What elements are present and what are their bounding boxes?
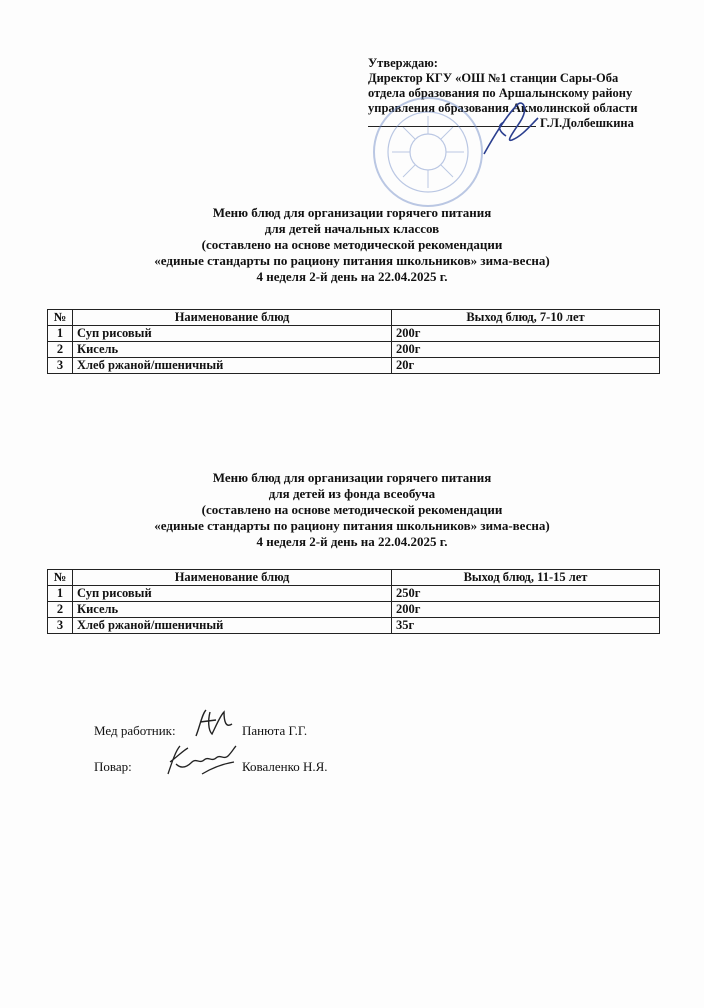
menu2-title-line: «единые стандарты по рациону питания школьников» зима-весна) <box>154 518 550 533</box>
column-header-dish: Наименование блюд <box>73 310 392 326</box>
table-row <box>48 358 660 374</box>
table-header-row <box>48 570 660 586</box>
menu1-title-line: (составлено на основе методической рекомендации <box>201 237 503 252</box>
table-row <box>48 586 660 602</box>
menu1-title-line: «единые стандарты по рациону питания школьников» зима-весна) <box>154 253 550 268</box>
medic-role-label: Мед работник: <box>94 723 176 738</box>
menu2-heading <box>0 470 704 550</box>
column-header-number: № <box>48 310 73 326</box>
portion-size: 200г <box>392 342 660 358</box>
menu1-heading <box>0 205 704 285</box>
row-number: 3 <box>48 358 73 374</box>
approval-position: Директор КГУ «ОШ №1 станции Сары-Оба <box>368 71 619 85</box>
cook-role-label: Повар: <box>94 759 132 774</box>
column-header-dish: Наименование блюд <box>73 570 392 586</box>
menu2-title-line: (составлено на основе методической рекомендации <box>201 502 503 517</box>
portion-size: 20г <box>392 358 660 374</box>
menu2-table <box>47 569 660 634</box>
dish-name: Кисель <box>73 342 392 358</box>
dish-name: Хлеб ржаной/пшеничный <box>73 358 392 374</box>
portion-size: 35г <box>392 618 660 634</box>
column-header-portion: Выход блюд, 7-10 лет <box>392 310 660 326</box>
menu1-title-line: для детей начальных классов <box>264 221 440 236</box>
dish-name: Кисель <box>73 602 392 618</box>
table-header-row <box>48 310 660 326</box>
official-seal-icon <box>372 96 484 208</box>
dish-name: Суп рисовый <box>73 326 392 342</box>
menu2-title-line: для детей из фонда всеобуча <box>268 486 436 501</box>
approval-signer-name: Г.Л.Долбешкина <box>540 116 634 130</box>
portion-size: 200г <box>392 602 660 618</box>
table-row <box>48 602 660 618</box>
table-row <box>48 342 660 358</box>
row-number: 1 <box>48 586 73 602</box>
medic-signature-icon <box>190 706 236 740</box>
cook-name: Коваленко Н.Я. <box>242 759 328 774</box>
row-number: 2 <box>48 602 73 618</box>
column-header-number: № <box>48 570 73 586</box>
menu1-table <box>47 309 660 374</box>
dish-name: Суп рисовый <box>73 586 392 602</box>
row-number: 3 <box>48 618 73 634</box>
director-signature-icon <box>476 96 546 160</box>
approval-title: Утверждаю: <box>368 56 438 70</box>
portion-size: 250г <box>392 586 660 602</box>
menu1-title-line: 4 неделя 2-й день на 22.04.2025 г. <box>256 269 448 284</box>
portion-size: 200г <box>392 326 660 342</box>
cook-signature-icon <box>162 740 240 780</box>
medic-name: Панюта Г.Г. <box>242 723 308 738</box>
approval-department: отдела образования по Аршалынскому району <box>368 86 633 100</box>
menu1-title-line: Меню блюд для организации горячего питания <box>212 205 492 220</box>
menu2-title-line: Меню блюд для организации горячего питания <box>212 470 492 485</box>
menu2-title-line: 4 неделя 2-й день на 22.04.2025 г. <box>256 534 448 549</box>
row-number: 2 <box>48 342 73 358</box>
approval-administration: управления образования Акмолинской области <box>368 101 638 115</box>
table-row <box>48 326 660 342</box>
table-row <box>48 618 660 634</box>
dish-name: Хлеб ржаной/пшеничный <box>73 618 392 634</box>
column-header-portion: Выход блюд, 11-15 лет <box>392 570 660 586</box>
row-number: 1 <box>48 326 73 342</box>
